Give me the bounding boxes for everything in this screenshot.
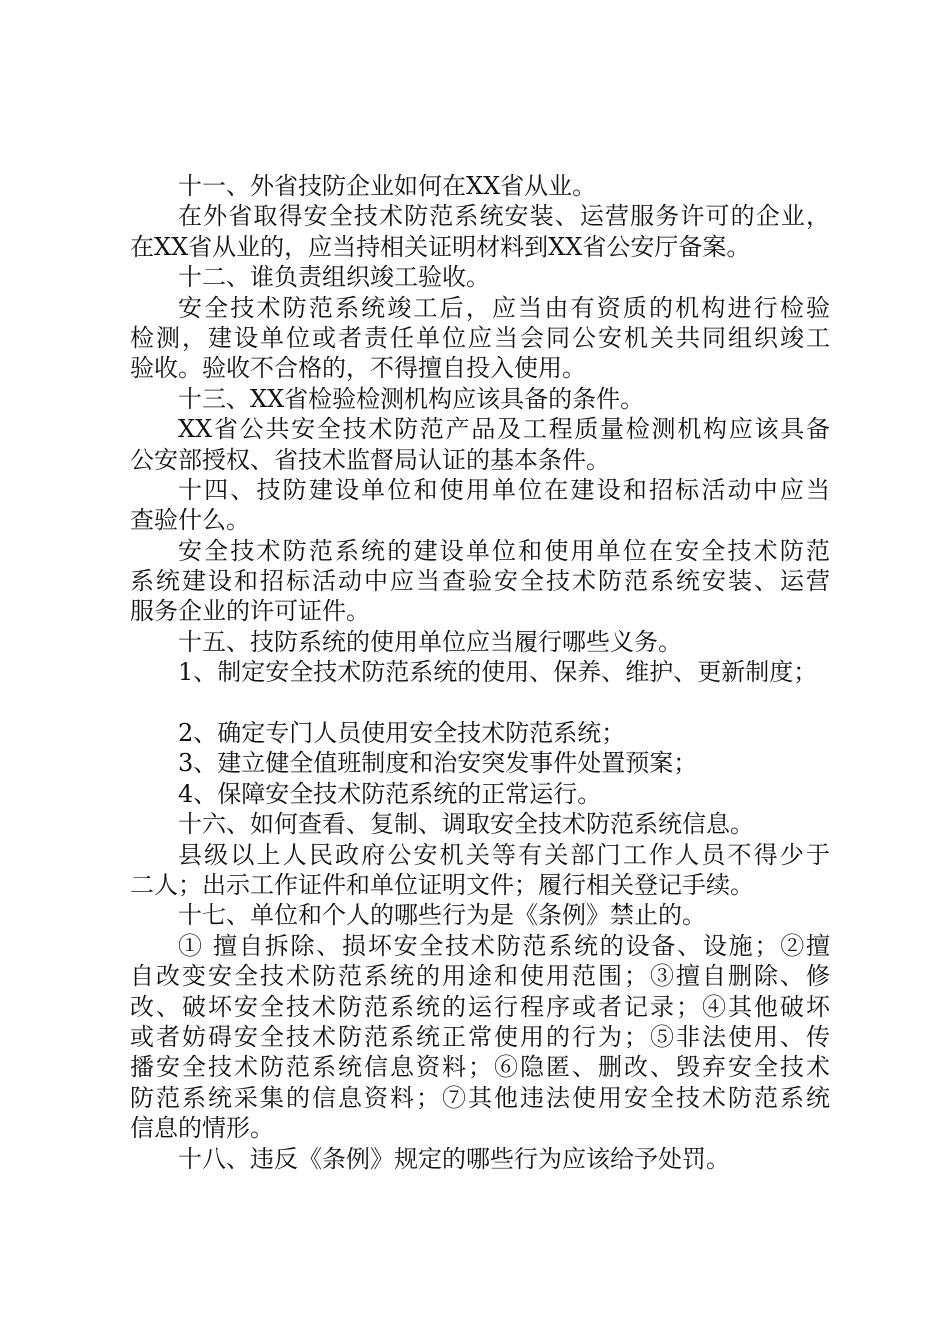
text-line: 十二、谁负责组织竣工验收。	[178, 263, 490, 292]
text-line: 改、破坏安全技术防范系统的运行程序或者记录；④其他破坏	[130, 992, 830, 1021]
text-line: 查验什么。	[130, 506, 250, 535]
text-line: 播安全技术防范系统信息资料；⑥隐匿、删改、毁弃安全技术	[130, 1053, 830, 1082]
text-line: XX省公共安全技术防范产品及工程质量检测机构应该具备	[178, 415, 830, 444]
text-line: 信息的情形。	[130, 1114, 274, 1143]
text-line: 十三、XX省检验检测机构应该具备的条件。	[178, 384, 645, 413]
text-line: 2、确定专门人员使用安全技术防范系统；	[178, 719, 626, 748]
text-line: 或者妨碍安全技术防范系统正常使用的行为；⑤非法使用、传	[130, 1022, 830, 1051]
text-line: 十四、技防建设单位和使用单位在建设和招标活动中应当	[178, 475, 830, 504]
text-line: 十八、违反《条例》规定的哪些行为应该给予处罚。	[178, 1144, 730, 1173]
text-line: 在外省取得安全技术防范系统安装、运营服务许可的企业，	[178, 202, 830, 231]
text-line: 验收。验收不合格的，不得擅自投入使用。	[130, 354, 586, 383]
text-line: 1、制定安全技术防范系统的使用、保养、维护、更新制度；	[178, 658, 818, 687]
text-line: 安全技术防范系统竣工后，应当由有资质的机构进行检验	[178, 293, 830, 322]
text-line: 十五、技防系统的使用单位应当履行哪些义务。	[178, 627, 682, 656]
text-line: 检测，建设单位或者责任单位应当会同公安机关共同组织竣工	[130, 323, 830, 352]
text-line: 公安部授权、省技术监督局认证的基本条件。	[130, 445, 610, 474]
text-line: 十六、如何查看、复制、调取安全技术防范系统信息。	[178, 810, 754, 839]
document-body	[130, 171, 830, 1174]
text-line: 自改变安全技术防范系统的用途和使用范围；③擅自删除、修	[130, 962, 830, 991]
text-line: 二人；出示工作证件和单位证明文件；履行相关登记手续。	[130, 870, 754, 899]
text-line: 系统建设和招标活动中应当查验安全技术防范系统安装、运营	[130, 567, 830, 596]
text-line: 3、建立健全值班制度和治安突发事件处置预案；	[178, 749, 698, 778]
text-line: 十七、单位和个人的哪些行为是《条例》禁止的。	[178, 901, 706, 930]
text-line: 在XX省从业的，应当持相关证明材料到XX省公安厅备案。	[130, 232, 751, 261]
text-line: 十一、外省技防企业如何在XX省从业。	[178, 172, 597, 200]
blank-line	[130, 688, 830, 718]
text-line: 服务企业的许可证件。	[130, 597, 370, 626]
text-line: ① 擅自拆除、损坏安全技术防范系统的设备、设施；②擅	[178, 931, 830, 960]
text-line: 防范系统采集的信息资料；⑦其他违法使用安全技术防范系统	[130, 1083, 830, 1112]
text-line: 4、保障安全技术防范系统的正常运行。	[178, 779, 602, 808]
text-line: 安全技术防范系统的建设单位和使用单位在安全技术防范	[178, 536, 830, 565]
text-line: 县级以上人民政府公安机关等有关部门工作人员不得少于	[178, 840, 830, 869]
